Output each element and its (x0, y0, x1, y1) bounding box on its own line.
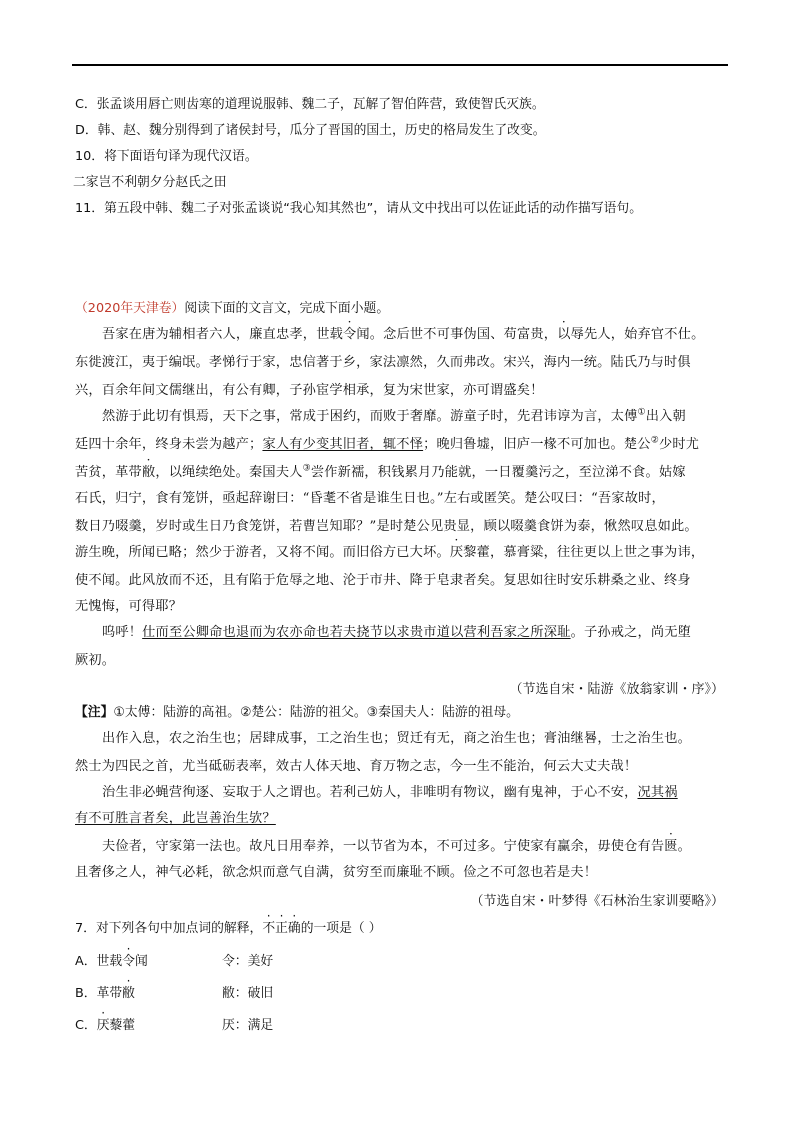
question-11: 11．第五段中韩、魏二子对张孟谈说“我心知其然也”，请从文中找出可以佐证此话的动作描写语句。 (75, 201, 643, 216)
dotted-char: 令 (122, 954, 135, 969)
dotted-char: 正 (275, 921, 288, 936)
passage2-line: 廷四十余年，终身未尝为越产；家人有少变其旧者，辄不怿；晚归鲁墟，旧庐一椽不可加也。楚公②少时尤 (75, 435, 700, 452)
option-a[interactable]: A．世载令闻 (75, 954, 148, 969)
passage3-line: 呜呼！仕而至公卿命也退而为农亦命也若夫挠节以求贵市道以营利吾家之所深耻。子孙戒之，尚无堕 (102, 625, 692, 640)
passage6-line: 夫俭者，守家第一法也。故凡日用奉养，一以节省为本，不可过多。宁使家有赢余，毋使仓有告匮。 (102, 839, 692, 854)
passage-intro (75, 300, 389, 318)
note-marker: ① (637, 407, 646, 418)
passage3-line: 厥初。 (75, 653, 116, 668)
note-marker: ③ (302, 463, 311, 474)
option-b-explanation: 敝：破旧 (222, 986, 274, 1001)
dotted-emphasis (262, 921, 300, 936)
underlined-sentence: 仕而至公卿命也退而为农亦命也若夫挠节以求贵市道以营利吾家之所深耻 (142, 625, 571, 640)
option-c-explanation: 厌：满足 (222, 1018, 274, 1033)
question-7: 7．对下列各句中加点词的解释，不正确的一项是（ ） (75, 921, 382, 936)
dotted-char: 厌 (96, 1018, 110, 1033)
passage1-line: 吾家在唐为辅相者六人，廉直忠孝，世载令闻。念后世不可事伪国、苟富贵，以辱先人，始弃官不仕。 (102, 327, 705, 342)
option-c-statement: C．张孟谈用唇亡则齿寒的道理说服韩、魏二子，瓦解了智伯阵营，致使智氏灭族。 (75, 97, 545, 112)
option-d-statement: D．韩、赵、魏分别得到了诸侯封号，瓜分了晋国的国土，历史的格局发生了改变。 (75, 123, 546, 138)
passage1-line: 兴，百余年间文儒继出，有公有卿，子孙宦学相承，复为宋世家，亦可谓盛矣！ (75, 383, 544, 398)
passage2-line: 数日乃啜羹，岁时或生日乃食笼饼，若曹岂知耶？”是时楚公见贵显，顾以啜羹食饼为泰，愀然叹息如此。 (75, 519, 698, 534)
option-b[interactable]: B．革带敝 (75, 986, 135, 1001)
underlined-sentence: 况其祸 (637, 785, 678, 800)
passage2-line: 使不闻。此风放而不还，且有陷于危辱之地、沦于市井、降于皂隶者矣。复思如往时安乐耕桑之业、终身 (75, 573, 691, 588)
question-10-text: 二家岂不利朝夕分赵氏之田 (73, 175, 227, 190)
intro-instruction: 阅读下面的文言文，完成下面小题。 (184, 301, 390, 316)
annotation-note: 【注】①太傅：陆游的高祖。②楚公：陆游的祖父。③秦国夫人：陆游的祖母。 (75, 705, 519, 720)
passage4-line: 然士为四民之首，尤当砥砺表率，效古人体天地、育万物之志，今一生不能治，何云大丈夫哉！ (75, 759, 638, 774)
source-citation-1: （节选自宋・陆游《放翁家训・序》） (509, 682, 724, 697)
option-c[interactable]: C．厌藜藿 (75, 1018, 136, 1033)
dotted-char: 匮 (664, 839, 678, 854)
passage2-line: 石氏，归宁，食有笼饼，亟起辞谢曰：“昏耄不省是谁生日也。”左右或匿笑。楚公叹曰：“吾家故时， (75, 491, 665, 506)
passage2-line: 无愧悔，可得耶？ (75, 599, 183, 614)
dotted-char: 厌 (449, 545, 464, 560)
underlined-sentence: 家人有少变其旧者，辄不怿 (262, 437, 424, 452)
option-a-explanation: 令：美好 (222, 954, 274, 969)
dotted-char: 以 (557, 327, 571, 342)
question-10: 10．将下面语句译为现代汉语。 (75, 149, 258, 164)
passage2-line: 然游于此切有惧焉，天下之事，常成于困约，而败于奢靡。游童子时，先君讳谆为言，太傅①出入朝 (102, 407, 686, 424)
dotted-char: 敝 (122, 986, 135, 1001)
note-marker: ② (650, 435, 659, 446)
passage2-line: 游生晚，所闻已略；然少于游者，又将不闻。而旧俗方已大坏。厌黎藿，慕膏粱，往往更以上世之事为讳， (75, 545, 705, 560)
passage6-line: 且奢侈之人，神气必耗，欲念炽而意气自满，贫穷至而廉耻不顾。俭之不可忽也若是夫！ (75, 865, 598, 880)
passage1-line: 东徙渡江，夷于编氓。孝悌行于家，忠信著于乡，家法凛然，久而弗改。宋兴，海内一统。陆氏乃与时俱 (75, 355, 691, 370)
exam-source-tag: （2020年天津卷） (75, 301, 185, 316)
passage5-line (75, 810, 276, 828)
header-rule (72, 64, 728, 66)
dotted-char: 令 (342, 327, 357, 342)
dotted-char: 敝 (141, 465, 156, 480)
underlined-sentence: 有不可胜言者矣，此岂善治生欤？ (75, 811, 276, 826)
dotted-char: 确 (287, 921, 301, 936)
passage2-line: 苦贫，革带敝，以绳续绝处。秦国夫人③尝作新襦，积钱累月乃能就，一日覆羹污之，至泣涕不食。姑嫁 (75, 463, 686, 480)
source-citation-2: （节选自宋・叶梦得《石林治生家训要略》） (470, 894, 724, 909)
dotted-char: 不 (262, 921, 276, 936)
passage5-line: 治生非必蝇营徇逐、妄取于人之谓也。若利己妨人，非唯明有物议，幽有鬼神，于心不安，况其祸 (102, 785, 678, 800)
passage4-line: 出作入息，农之治生也；居肆成事，工之治生也；贸迁有无，商之治生也；膏油继晷，士之治生也。 (102, 731, 692, 746)
